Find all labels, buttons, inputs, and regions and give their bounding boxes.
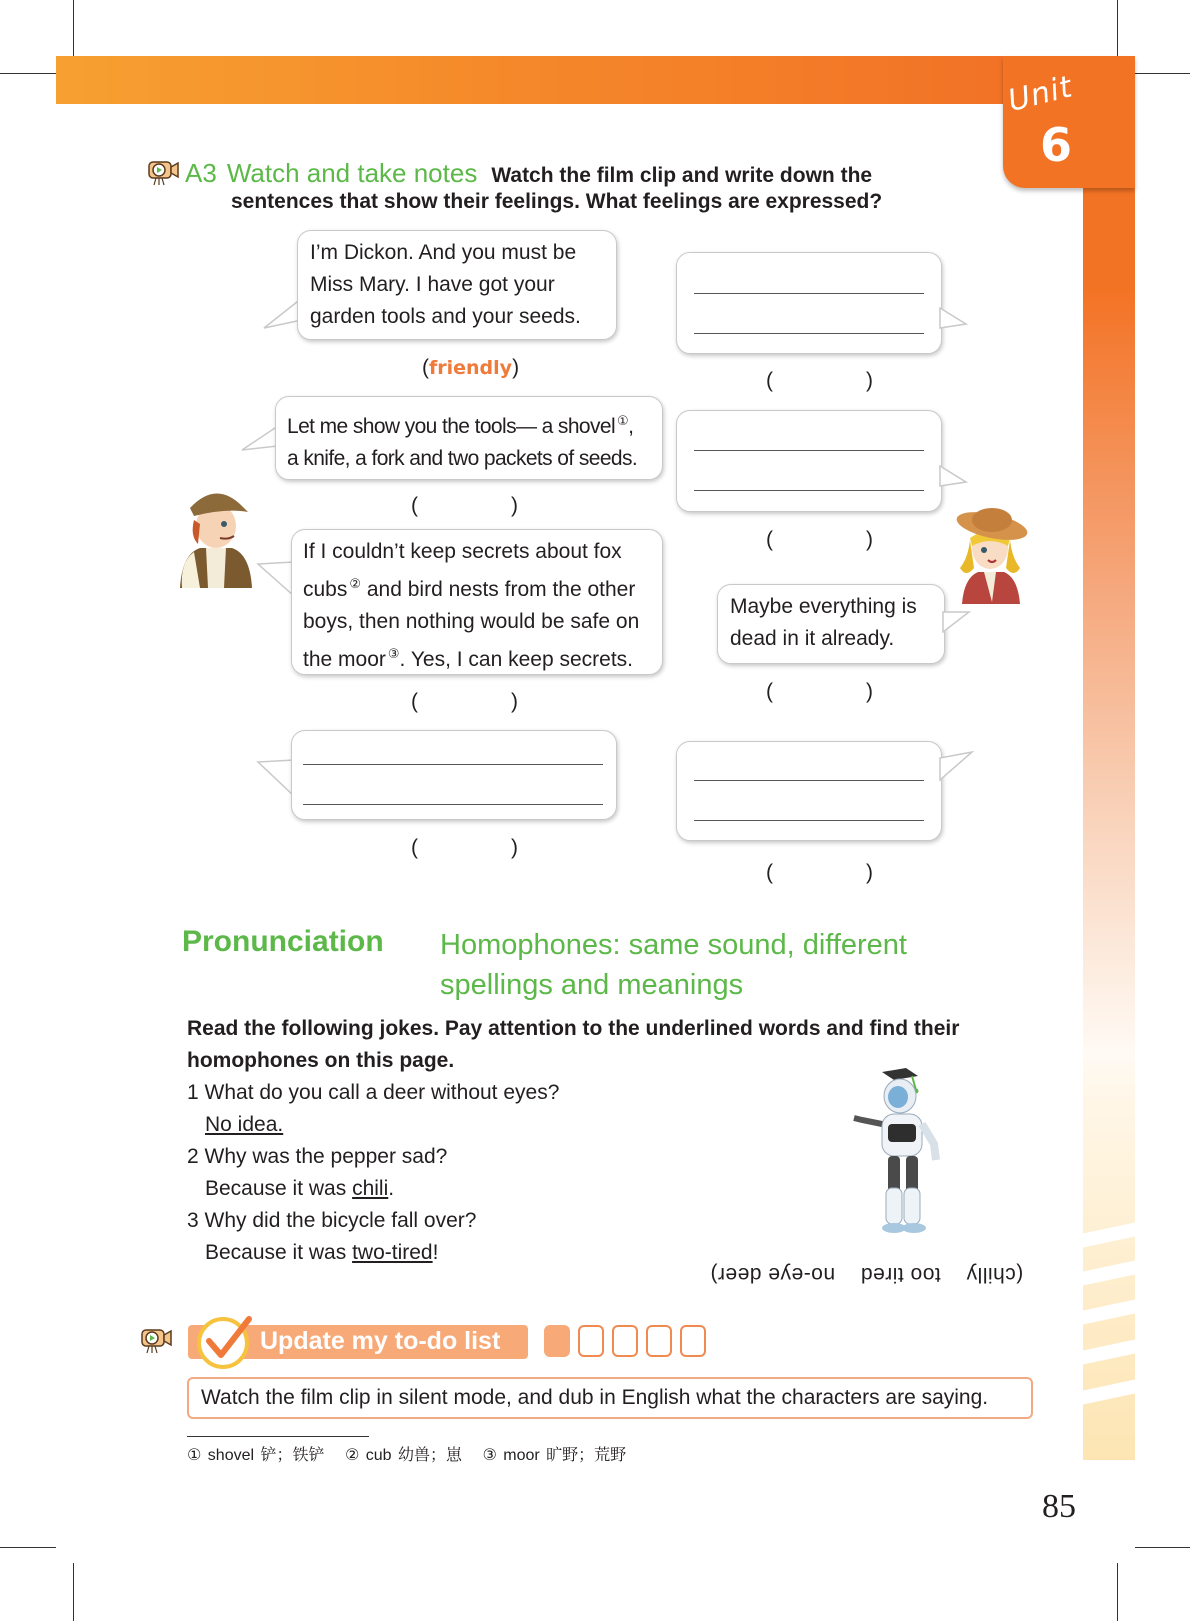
bubble-tail [938,750,974,782]
crop-mark [1117,0,1118,56]
activity-code: A3 [185,158,217,188]
bubble-tail [256,560,296,600]
footnotes [187,1442,640,1465]
progress-square-filled [544,1325,570,1357]
feeling-blank[interactable]: ( ) [411,494,518,517]
joke-answer [187,1109,559,1141]
bubble-line: Maybe everything is [730,595,917,618]
feeling-blank[interactable]: ( ) [411,836,518,859]
footnote-item: ③ moor 旷野；荒野 [482,1447,627,1464]
checkmark-icon [195,1311,255,1371]
page-number: 85 [1042,1488,1076,1525]
footnote-mark: ③ [387,646,400,661]
film-camera-icon [140,1326,174,1354]
answer-line[interactable] [694,293,924,294]
speech-bubble-dickon-1 [297,230,617,340]
speech-bubble-blank [676,741,942,841]
bubble-line: If I couldn’t keep secrets about fox [303,540,622,563]
bubble-line: cubs ② and bird nests from the other [303,576,636,601]
activity-instruction-cont: sentences that show their feelings. What feelings are expressed? [231,190,883,213]
bubble-tail [938,464,968,490]
bubble-line: dead in it already. [730,627,895,650]
crop-mark [1117,1563,1118,1621]
feeling-friendly: friendly [429,357,513,379]
speech-bubble-mary [717,584,945,664]
joke-question: 2 Why was the pepper sad? [187,1145,448,1168]
bubble-line: garden tools and your seeds. [310,305,581,328]
activity-instruction: Watch the film clip and write down the [491,164,873,187]
speech-bubble-blank [676,410,942,512]
robot-graduate-image [850,1068,960,1236]
unit-number: 6 [1040,118,1073,172]
crop-mark [1135,1547,1190,1548]
feeling-blank[interactable]: ( ) [411,690,518,713]
answer-line[interactable] [303,764,603,765]
dickon-boy-image [176,476,256,588]
bubble-line: Let me show you the tools— a shovel ①, [287,413,634,438]
joke-answer: Because it was two-tired! [205,1241,439,1264]
footnote-item: ① shovel 铲；铁铲 [187,1447,325,1464]
bubble-line: the moor ③. Yes, I can keep secrets. [303,646,634,671]
footnote-item: ② cub 幼兽；崽 [344,1447,462,1464]
crop-mark [73,1563,74,1621]
activity-title: Watch and take notes [226,158,478,188]
bubble-tail [938,306,968,332]
footnote-rule [187,1436,369,1437]
speech-bubble-blank [291,730,617,820]
section-title-pronunciation: Pronunciation [182,925,384,958]
bubble-tail [240,424,280,454]
feeling-blank[interactable]: ( ) [766,528,873,551]
speech-bubble-blank [676,252,942,354]
feeling-blank[interactable]: ( ) [766,369,873,392]
footnote-mark: ② [349,576,362,591]
film-camera-icon [147,158,181,186]
mary-girl-image [948,502,1030,604]
crop-mark [73,0,74,56]
joke-answer: Because it was chili. [205,1177,395,1200]
bubble-line: I’m Dickon. And you must be [310,241,577,264]
todo-title: Update my to-do list [260,1327,501,1355]
answer-line[interactable] [694,450,924,451]
a3-heading [147,158,937,193]
answer-key-upside-down: (chilly too tired no-eye deer) [710,1263,1024,1286]
bubble-line: a knife, a fork and two packets of seeds. [287,447,638,470]
speech-bubble-dickon-3 [291,529,663,675]
speech-bubble-dickon-2 [275,396,663,480]
underlined-word: two-tired [352,1241,433,1264]
joke-question: 3 Why did the bicycle fall over? [187,1209,477,1232]
joke-list [187,1077,559,1269]
feeling-answer-example: (friendly) [422,356,520,379]
jokes-instruction: Read the following jokes. Pay attention to the underlined words and find their homophones on this page. [187,1017,960,1072]
joke-question: 1 What do you call a deer without eyes? [187,1081,560,1104]
header-band [56,56,1006,104]
feeling-blank[interactable]: ( ) [766,680,873,703]
bubble-tail [256,758,296,800]
progress-square[interactable] [680,1325,706,1357]
progress-square[interactable] [578,1325,604,1357]
section-subtitle: Homophones: same sound, different spellings and meanings [440,929,907,1001]
bubble-tail [941,610,971,636]
unit-label: Unit [1004,69,1077,119]
crop-mark [1135,73,1190,74]
progress-square[interactable] [646,1325,672,1357]
bubble-line: Miss Mary. I have got your [310,273,555,296]
crop-mark [0,1547,56,1548]
answer-line[interactable] [303,804,603,805]
answer-line[interactable] [694,333,924,334]
answer-line[interactable] [694,490,924,491]
progress-square[interactable] [612,1325,638,1357]
crop-mark [0,73,56,74]
underlined-word: chili [352,1177,389,1200]
footnote-mark: ① [617,413,629,428]
answer-line[interactable] [694,820,924,821]
bubble-line: boys, then nothing would be safe on [303,610,640,633]
underlined-word: No idea. [205,1113,284,1136]
feeling-blank[interactable]: ( ) [766,861,873,884]
answer-line[interactable] [694,780,924,781]
todo-task: Watch the film clip in silent mode, and dub in English what the characters are saying. [187,1377,1033,1419]
